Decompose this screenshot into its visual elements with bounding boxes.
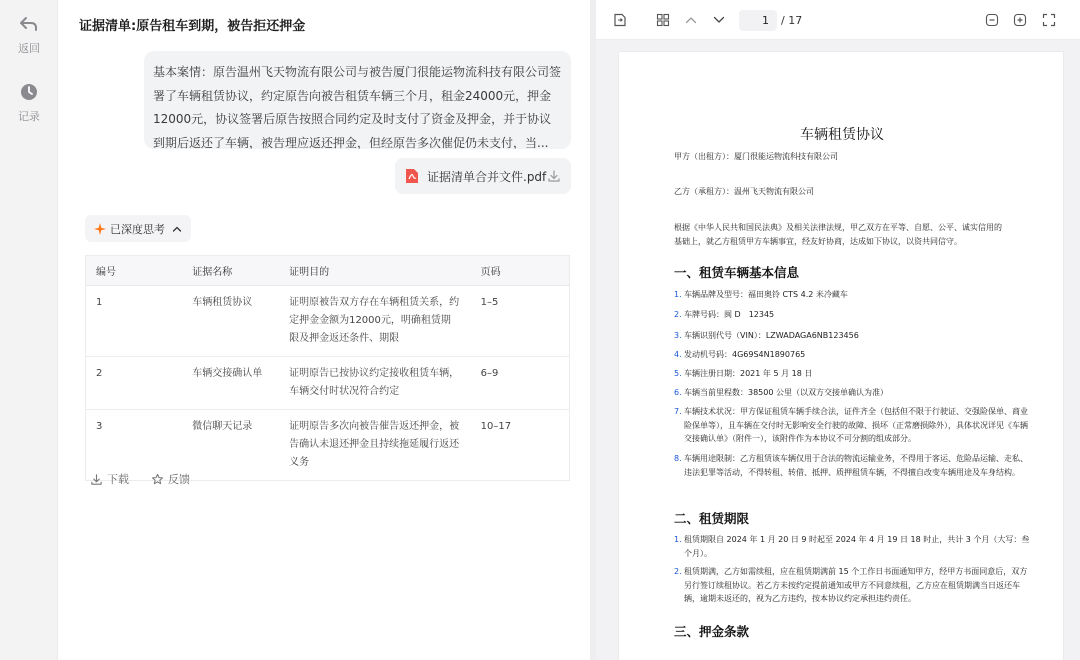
history-button[interactable] — [0, 82, 58, 124]
message-actions — [90, 471, 212, 487]
table-cell: 证明原告多次向被告催告返还押金，被告确认未退还押金且持续拖延履行返还义务 — [279, 410, 471, 481]
user-message-text: 基本案情：原告温州飞天物流有限公司与被告厦门很能运物流科技有限公司签署了车辆租赁协议，约定原告向被告租赁车辆三个月，租金24000元，押金12000元，协议签署后原告按照合同约定及时支付了资金及押金，并于协议到期后返还了车辆，被告理应返还押金，但经原告多次催促仍未支付，当... — [153, 65, 562, 149]
item-text: 车辆识别代号（VIN）：LZWADAGA6NB123456 — [684, 331, 859, 340]
table-row — [86, 357, 570, 410]
table-cell: 证明原告已按协议约定接收租赁车辆，车辆交付时状况符合约定 — [279, 357, 471, 410]
download-icon — [90, 473, 103, 486]
star-icon — [151, 473, 164, 486]
pdf-viewer — [596, 0, 1080, 660]
attachment-chip[interactable] — [395, 158, 571, 194]
next-page-icon[interactable] — [712, 13, 726, 27]
section-heading: 三、押金条款 — [674, 624, 750, 639]
viewer-toolbar — [596, 0, 1080, 40]
section-heading: 二、租赁期限 — [674, 511, 750, 526]
party-a: 甲方（出租方）：厦门很能运物流科技有限公司 — [674, 152, 838, 161]
table-cell: 车辆租赁协议 — [182, 286, 279, 357]
table-cell: 微信聊天记录 — [182, 410, 279, 481]
table-cell: 6–9 — [471, 357, 570, 410]
back-button[interactable] — [0, 14, 58, 56]
list-item — [674, 308, 1034, 322]
item-text: 车辆注册日期：2021 年 5 月 18 日 — [684, 369, 813, 378]
table-cell: 10–17 — [471, 410, 570, 481]
deep-thinking-toggle[interactable] — [85, 215, 191, 242]
chat-panel — [58, 0, 590, 660]
item-text: 租赁期满，乙方如需续租，应在租赁期满前 15 个工作日书面通知甲方，经甲方书面同意后，双方另行签订续租协议。若乙方未按约定提前通知或甲方不同意续租，乙方应在租赁期满当日返还车辆，逾期未返还的，视为乙方违约，按本协议约定承担违约责任。 — [684, 567, 1028, 603]
download-button[interactable] — [90, 471, 129, 487]
item-number: 2. — [674, 567, 682, 576]
item-number: 1. — [674, 535, 682, 544]
back-label: 返回 — [18, 42, 40, 55]
item-number: 5. — [674, 369, 682, 378]
item-number: 4. — [674, 350, 682, 359]
sidebar-toggle-icon[interactable] — [613, 13, 627, 27]
feedback-button[interactable] — [151, 471, 190, 487]
chevron-up-icon — [172, 224, 182, 234]
table-row — [86, 286, 570, 357]
table-row — [86, 410, 570, 481]
section-heading: 一、租赁车辆基本信息 — [674, 265, 800, 280]
list-item — [674, 348, 1034, 362]
sparkle-icon — [94, 223, 106, 235]
item-text: 车辆当前里程数：38500 公里（以双方交接单确认为准） — [684, 388, 888, 397]
page-number-input[interactable]: 1 — [739, 10, 777, 31]
column-header: 证明目的 — [279, 256, 471, 286]
list-item — [674, 452, 1034, 479]
back-arrow-icon — [19, 14, 39, 34]
history-label: 记录 — [18, 110, 40, 123]
list-item — [674, 533, 1034, 560]
item-text: 车辆技术状况：甲方保证租赁车辆手续合法，证件齐全（包括但不限于行驶证、交强险保单、商业险保单等），且车辆在交付时无影响安全行驶的故障、损坏（正常磨损除外），具体状况详见《车辆交接确认单》（附件一），该附件作为本协议不可分割的组成部分。 — [684, 407, 1028, 443]
evidence-table — [85, 255, 570, 481]
pdf-file-icon — [405, 168, 419, 184]
item-number: 3. — [674, 331, 682, 340]
item-text: 车辆用途限制：乙方租赁该车辆仅用于合法的物流运输业务，不得用于客运、危险品运输、走私、违法犯罪等活动，不得转租、转借、抵押、质押租赁车辆，不得擅自改变车辆用途及车身结构。 — [684, 454, 1028, 477]
table-cell: 1 — [86, 286, 183, 357]
table-header-row — [86, 256, 570, 286]
pdf-page — [618, 51, 1064, 660]
zoom-out-icon[interactable] — [985, 13, 999, 27]
grid-view-icon[interactable] — [656, 13, 670, 27]
feedback-label: 反馈 — [168, 473, 190, 486]
table-cell: 2 — [86, 357, 183, 410]
preamble-line: 根据《中华人民共和国民法典》及相关法律法规，甲乙双方在平等、自愿、公平、诚实信用的 — [674, 223, 1002, 232]
item-number: 6. — [674, 388, 682, 397]
download-label: 下载 — [107, 473, 129, 486]
column-header: 页码 — [471, 256, 570, 286]
table-cell: 证明原被告双方存在车辆租赁关系，约定押金金额为12000元，明确租赁期限及押金返还条件、期限 — [279, 286, 471, 357]
item-number: 1. — [674, 290, 682, 299]
table-cell: 1–5 — [471, 286, 570, 357]
user-message-bubble — [144, 51, 571, 149]
deep-thinking-label: 已深度思考 — [110, 222, 165, 236]
list-item — [674, 367, 1034, 381]
list-item — [674, 288, 1034, 302]
item-number: 8. — [674, 454, 682, 463]
item-text: 租赁期限自 2024 年 1 月 20 日 9 时起至 2024 年 4 月 19 日 18 时止，共计 3 个月（大写：叁个月）。 — [684, 535, 1030, 558]
list-item — [674, 386, 1034, 400]
item-number: 2. — [674, 310, 682, 319]
zoom-in-icon[interactable] — [1013, 13, 1027, 27]
clock-icon — [19, 82, 39, 102]
list-item — [674, 405, 1034, 446]
document-title: 车辆租赁协议 — [800, 127, 884, 143]
item-text: 车牌号码：闽 D 12345 — [684, 310, 775, 319]
table-cell: 3 — [86, 410, 183, 481]
page-total: / 17 — [781, 14, 803, 27]
column-header: 证据名称 — [182, 256, 279, 286]
fullscreen-icon[interactable] — [1042, 13, 1056, 27]
conversation-title: 证据清单:原告租车到期，被告拒还押金 — [79, 19, 306, 34]
item-text: 车辆品牌及型号：福田奥铃 CTS 4.2 米冷藏车 — [684, 290, 848, 299]
list-item — [674, 565, 1034, 606]
left-rail — [0, 0, 58, 660]
list-item — [674, 329, 1034, 343]
table-cell: 车辆交接确认单 — [182, 357, 279, 410]
download-icon[interactable] — [547, 169, 561, 183]
item-text: 发动机号码：4G69S4N1890765 — [684, 350, 806, 359]
previous-page-icon[interactable] — [684, 13, 698, 27]
preamble-line: 基础上，就乙方租赁甲方车辆事宜，经友好协商，达成如下协议，以资共同信守。 — [674, 237, 962, 246]
party-b: 乙方（承租方）：温州飞天物流有限公司 — [674, 187, 814, 196]
item-number: 7. — [674, 407, 682, 416]
column-header: 编号 — [86, 256, 183, 286]
attachment-filename: 证据清单合并文件.pdf — [427, 169, 547, 184]
